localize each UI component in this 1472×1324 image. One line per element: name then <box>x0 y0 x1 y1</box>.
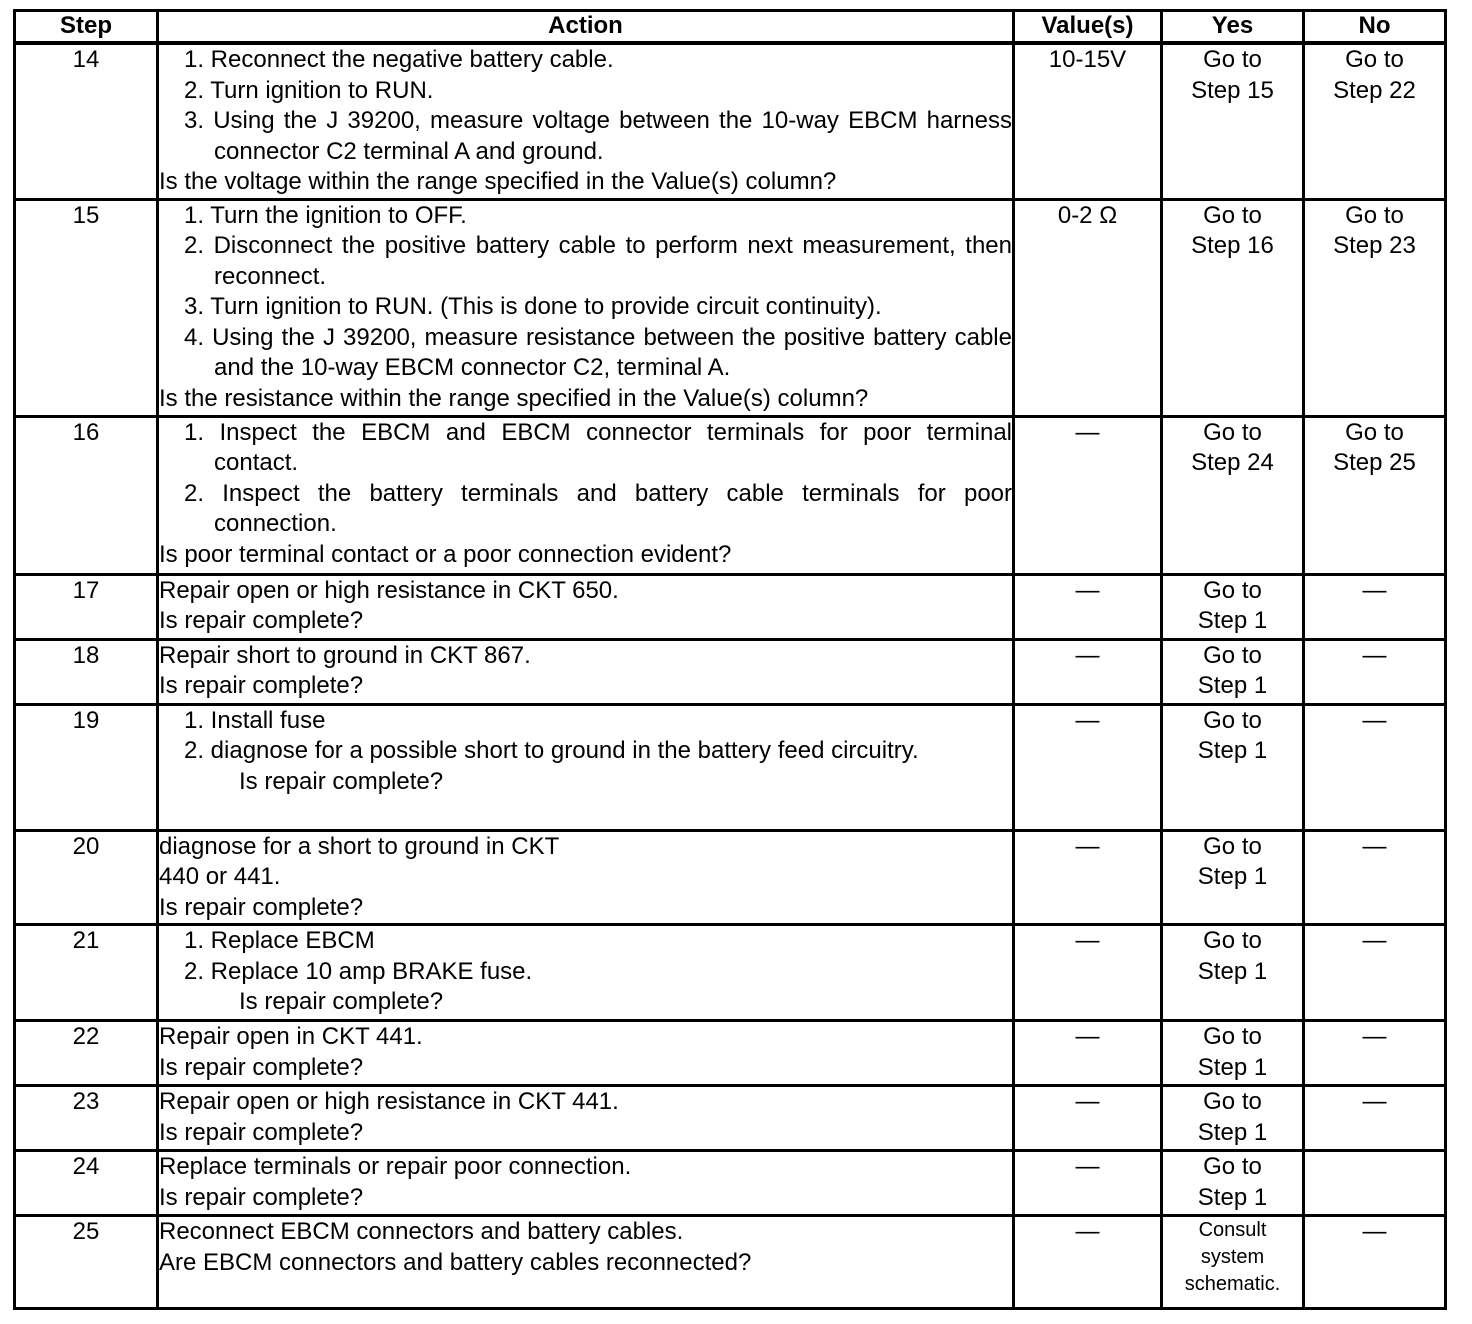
action-question: Is the resistance within the range specified in the Value(s) column? <box>159 384 869 412</box>
action-cell <box>158 1216 1014 1309</box>
table-row <box>15 1086 1446 1151</box>
value-cell: — <box>1014 1151 1162 1216</box>
no-line: — <box>1362 641 1387 669</box>
no-cell <box>1304 1151 1446 1216</box>
yes-cell <box>1162 1021 1304 1086</box>
no-line: — <box>1362 576 1387 604</box>
step-cell: 21 <box>15 925 158 1021</box>
action-cell <box>158 416 1014 574</box>
yes-line: Step 1 <box>1197 863 1268 890</box>
action-item: 2. Disconnect the positive battery cable to perform next measurement, then reconnect. <box>184 232 1012 290</box>
action-list <box>159 418 1012 540</box>
yes-cell <box>1162 925 1304 1021</box>
no-line: Go to <box>1345 418 1404 446</box>
action-question: Is repair complete? <box>239 767 444 795</box>
action-line: Are EBCM connectors and battery cables reconnected? <box>159 1248 752 1276</box>
step-cell: 24 <box>15 1151 158 1216</box>
yes-cell <box>1162 1086 1304 1151</box>
table-row <box>15 1021 1446 1086</box>
action-line: Is repair complete? <box>159 893 364 921</box>
table-row <box>15 639 1446 704</box>
no-cell <box>1304 574 1446 639</box>
action-cell <box>158 43 1014 199</box>
table-row <box>15 1151 1446 1216</box>
yes-line: Go to <box>1203 1023 1262 1050</box>
no-line: — <box>1362 927 1387 954</box>
yes-line: Step 16 <box>1191 232 1274 259</box>
action-cell <box>158 830 1014 925</box>
table-row <box>15 704 1446 830</box>
action-question: Is the voltage within the range specified in the Value(s) column? <box>159 168 837 195</box>
no-cell <box>1304 830 1446 925</box>
no-cell <box>1304 925 1446 1021</box>
action-question: Is poor terminal contact or a poor connection evident? <box>159 540 732 568</box>
yes-line: Go to <box>1203 1088 1262 1115</box>
step-cell: 25 <box>15 1216 158 1309</box>
value-cell: — <box>1014 1216 1162 1309</box>
value-cell: — <box>1014 925 1162 1021</box>
action-item: 2. diagnose for a possible short to ground in the battery feed circuitry. <box>184 737 919 764</box>
yes-line: Go to <box>1203 641 1262 669</box>
action-item: 2. Inspect the battery terminals and battery cable terminals for poor connection. <box>184 479 1012 537</box>
no-cell <box>1304 416 1446 574</box>
no-line: Step 23 <box>1333 232 1416 259</box>
action-item: 1. Replace EBCM <box>184 927 375 954</box>
yes-line: Go to <box>1203 1153 1262 1180</box>
yes-line: Go to <box>1203 576 1262 604</box>
no-cell <box>1304 199 1446 416</box>
value-cell: — <box>1014 830 1162 925</box>
no-cell <box>1304 639 1446 704</box>
yes-line: Go to <box>1203 706 1262 734</box>
no-cell <box>1304 43 1446 199</box>
no-line: — <box>1362 832 1387 860</box>
yes-cell <box>1162 199 1304 416</box>
yes-line: Step 1 <box>1197 1053 1268 1081</box>
action-list <box>159 706 1012 767</box>
action-line: Reconnect EBCM connectors and battery cables. <box>159 1218 684 1245</box>
action-cell <box>158 1151 1014 1216</box>
table-row <box>15 830 1446 925</box>
yes-cell <box>1162 416 1304 574</box>
yes-line: Step 1 <box>1197 1183 1268 1211</box>
yes-line: Step 15 <box>1191 76 1274 104</box>
header-yes: Yes <box>1162 11 1304 44</box>
diagnostic-table <box>13 9 1447 1310</box>
yes-cell <box>1162 1151 1304 1216</box>
action-line: Replace terminals or repair poor connection. <box>159 1153 632 1180</box>
yes-line: schematic. <box>1184 1273 1281 1295</box>
action-item: 1. Install fuse <box>184 706 326 734</box>
table-row <box>15 925 1446 1021</box>
yes-cell <box>1162 43 1304 199</box>
action-cell <box>158 704 1014 830</box>
no-line: — <box>1362 1023 1387 1050</box>
yes-line: Go to <box>1203 46 1262 73</box>
yes-cell <box>1162 639 1304 704</box>
yes-line: Step 1 <box>1197 1118 1268 1146</box>
step-cell: 16 <box>15 416 158 574</box>
table-row <box>15 43 1446 199</box>
table-row <box>15 199 1446 416</box>
value-cell: — <box>1014 1086 1162 1151</box>
yes-cell <box>1162 830 1304 925</box>
action-line: 440 or 441. <box>159 863 281 890</box>
action-item: 2. Replace 10 amp BRAKE fuse. <box>184 957 533 985</box>
action-cell <box>158 925 1014 1021</box>
no-line: — <box>1362 1218 1387 1245</box>
action-item: 4. Using the J 39200, measure resistance between the positive battery cable and the 10-way EBCM connector C2, terminal A. <box>184 323 1012 381</box>
step-cell: 17 <box>15 574 158 639</box>
step-cell: 14 <box>15 43 158 199</box>
action-item: 2. Turn ignition to RUN. <box>184 76 434 104</box>
action-cell <box>158 1021 1014 1086</box>
header-no: No <box>1304 11 1446 44</box>
value-cell: 10-15V <box>1014 43 1162 199</box>
value-cell: — <box>1014 1021 1162 1086</box>
yes-line: Go to <box>1203 832 1262 860</box>
header-action: Action <box>158 11 1014 44</box>
no-line: Step 25 <box>1333 449 1416 476</box>
step-cell: 20 <box>15 830 158 925</box>
step-cell: 19 <box>15 704 158 830</box>
action-line: Repair open or high resistance in CKT 650. <box>159 576 619 604</box>
yes-cell <box>1162 1216 1304 1309</box>
action-line: Is repair complete? <box>159 672 364 699</box>
action-line: Repair short to ground in CKT 867. <box>159 641 531 669</box>
action-cell <box>158 574 1014 639</box>
action-item: 3. Using the J 39200, measure voltage between the 10-way EBCM harness connector C2 terminal A and ground. <box>184 107 1012 165</box>
yes-line: Step 24 <box>1191 449 1274 476</box>
no-line: — <box>1362 1088 1387 1115</box>
step-cell: 15 <box>15 199 158 416</box>
header-row <box>15 11 1446 44</box>
action-line: Is repair complete? <box>159 1053 364 1081</box>
value-cell: — <box>1014 416 1162 574</box>
action-line: Is repair complete? <box>159 607 364 634</box>
yes-line: Step 1 <box>1197 737 1268 764</box>
yes-line: Step 1 <box>1197 672 1268 699</box>
yes-line: Go to <box>1203 418 1262 446</box>
action-line: Repair open in CKT 441. <box>159 1023 423 1050</box>
yes-line: Step 1 <box>1197 957 1268 985</box>
value-cell: 0-2 Ω <box>1014 199 1162 416</box>
yes-line: Go to <box>1203 201 1262 229</box>
action-list <box>159 201 1012 384</box>
action-list <box>159 926 1012 987</box>
action-cell <box>158 639 1014 704</box>
action-cell <box>158 1086 1014 1151</box>
no-cell <box>1304 1021 1446 1086</box>
table-row <box>15 416 1446 574</box>
yes-line: Go to <box>1203 927 1262 954</box>
no-line: — <box>1362 706 1387 734</box>
yes-cell <box>1162 704 1304 830</box>
action-cell <box>158 199 1014 416</box>
yes-cell <box>1162 574 1304 639</box>
action-line: Is repair complete? <box>159 1118 364 1146</box>
yes-line: Consult <box>1198 1219 1267 1241</box>
no-line: Step 22 <box>1333 76 1416 104</box>
action-item: 1. Reconnect the negative battery cable. <box>184 46 614 73</box>
yes-line: system <box>1200 1246 1265 1268</box>
action-item: 1. Inspect the EBCM and EBCM connector terminals for poor terminal contact. <box>184 418 1012 476</box>
no-cell <box>1304 1216 1446 1309</box>
table-row <box>15 574 1446 639</box>
yes-line: Step 1 <box>1197 607 1268 634</box>
action-question: Is repair complete? <box>239 988 444 1015</box>
table-row <box>15 1216 1446 1309</box>
no-line: Go to <box>1345 46 1404 73</box>
value-cell: — <box>1014 704 1162 830</box>
value-cell: — <box>1014 574 1162 639</box>
step-cell: 18 <box>15 639 158 704</box>
no-cell <box>1304 1086 1446 1151</box>
header-step: Step <box>15 11 158 44</box>
action-line: Is repair complete? <box>159 1183 364 1211</box>
no-cell <box>1304 704 1446 830</box>
header-values: Value(s) <box>1014 11 1162 44</box>
action-line: diagnose for a short to ground in CKT <box>159 832 560 860</box>
step-cell: 22 <box>15 1021 158 1086</box>
action-item: 3. Turn ignition to RUN. (This is done to provide circuit continuity). <box>184 293 882 320</box>
value-cell: — <box>1014 639 1162 704</box>
action-list <box>159 45 1012 167</box>
no-line: Go to <box>1345 201 1404 229</box>
action-item: 1. Turn the ignition to OFF. <box>184 201 467 229</box>
action-line: Repair open or high resistance in CKT 441. <box>159 1088 619 1115</box>
step-cell: 23 <box>15 1086 158 1151</box>
